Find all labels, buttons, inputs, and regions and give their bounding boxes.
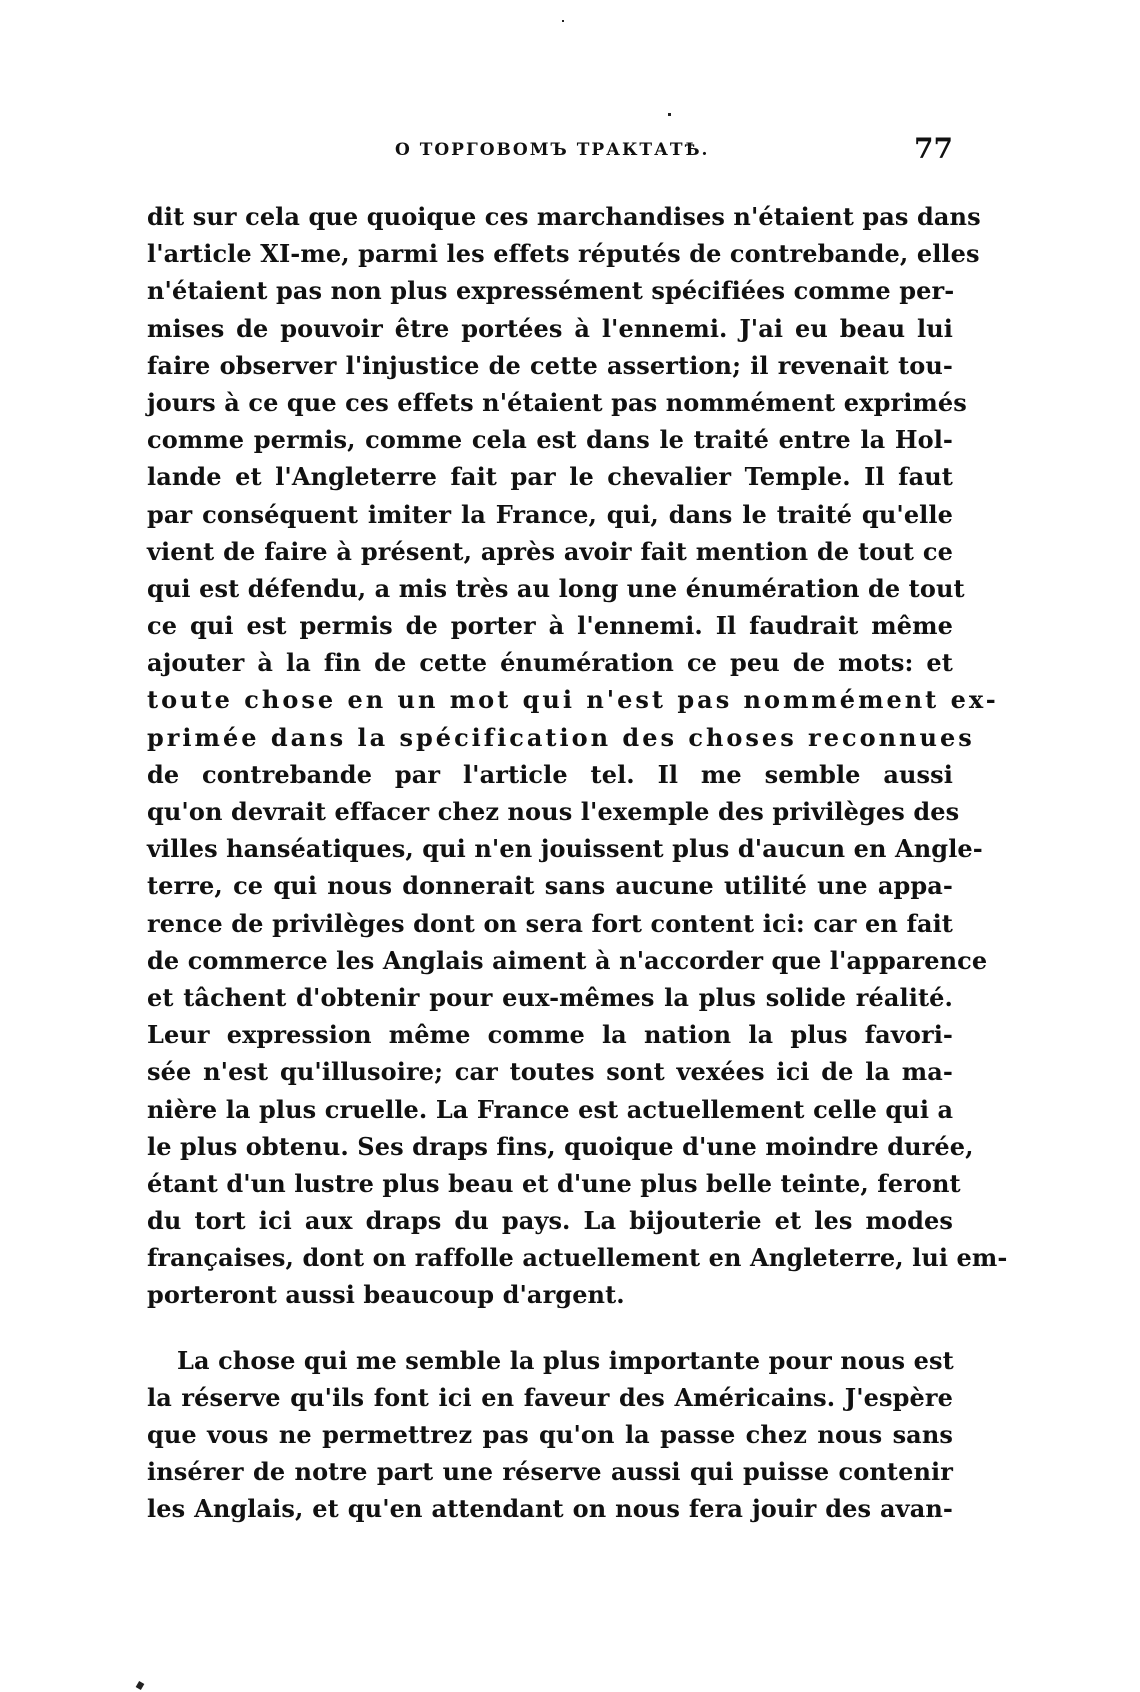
text-line: par conséquent imiter la France, qui, dans le traité qu'elle: [147, 499, 953, 529]
scan-speck: [136, 1681, 145, 1690]
text-line: mises de pouvoir être portées à l'ennemi. J'ai eu beau lui: [147, 313, 953, 343]
text-line: lande et l'Angleterre fait par le chevalier Temple. Il faut: [147, 462, 953, 492]
text-line: vient de faire à présent, après avoir fait mention de tout ce: [147, 536, 953, 566]
scan-speck: [668, 113, 671, 116]
text-line: le plus obtenu. Ses draps fins, quoique d'une moindre durée,: [147, 1131, 974, 1161]
running-title: О ТОРГОВОМЪ ТРАКТАТѢ.: [395, 140, 710, 160]
text-line: La chose qui me semble la plus importante pour nous est: [177, 1345, 954, 1375]
text-line: dit sur cela que quoique ces marchandises n'étaient pas dans: [147, 202, 981, 231]
text-line: et tâchent d'obtenir pour eux-mêmes la plus solide réalité.: [147, 982, 953, 1012]
text-line: rence de privilèges dont on sera fort content ici: car en fait: [147, 908, 953, 938]
text-line-spaced: toute chose en un mot qui n'est pas nommément ex-: [147, 685, 999, 715]
paragraph-2: [147, 1342, 953, 1528]
text-line: jours à ce que ces effets n'étaient pas nommément exprimés: [147, 387, 967, 417]
text-line: Leur expression même comme la nation la plus favori-: [147, 1020, 953, 1050]
scan-speck: [562, 20, 564, 22]
text-line: faire observer l'injustice de cette assertion; il revenait tou-: [147, 350, 953, 380]
text-line: l'article XI-me, parmi les effets réputés de contrebande, elles: [147, 239, 980, 269]
body-text: [147, 198, 1008, 1528]
text-line: ce qui est permis de porter à l'ennemi. Il faudrait même: [147, 611, 953, 641]
text-line: du tort ici aux draps du pays. La bijouterie et les modes: [147, 1206, 953, 1236]
text-line: sée n'est qu'illusoire; car toutes sont vexées ici de la ma-: [147, 1057, 953, 1087]
text-line: terre, ce qui nous donnerait sans aucune utilité une appa-: [147, 871, 953, 901]
text-line: de commerce les Anglais aiment à n'accorder que l'apparence: [147, 945, 988, 975]
text-line: villes hanséatiques, qui n'en jouissent plus d'aucun en Angle-: [147, 834, 983, 864]
running-head: [147, 132, 953, 172]
text-line-spaced: primée dans la spécification des choses reconnues: [147, 722, 975, 752]
text-line: n'étaient pas non plus expressément spécifiées comme per-: [147, 276, 955, 306]
text-line: comme permis, comme cela est dans le traité entre la Hol-: [147, 425, 953, 455]
text-line: nière la plus cruelle. La France est actuellement celle qui a: [147, 1094, 954, 1124]
text-line: de contrebande par l'article tel. Il me semble aussi: [147, 759, 953, 789]
text-line: porteront aussi beaucoup d'argent.: [147, 1280, 625, 1310]
paragraph-1: [147, 198, 1008, 1314]
text-line: que vous ne permettrez pas qu'on la passe chez nous sans: [147, 1420, 953, 1449]
text-line: la réserve qu'ils font ici en faveur des Américains. J'espère: [147, 1382, 953, 1412]
text-line: les Anglais, et qu'en attendant on nous fera jouir des avan-: [147, 1494, 953, 1524]
text-line: qui est défendu, a mis très au long une énumération de tout: [147, 573, 965, 603]
text-line: étant d'un lustre plus beau et d'une plus belle teinte, feront: [147, 1168, 961, 1198]
text-line: qu'on devrait effacer chez nous l'exemple des privilèges des: [147, 797, 960, 826]
text-line: ajouter à la fin de cette énumération ce peu de mots: et: [147, 648, 953, 678]
paragraph-gap: [147, 1314, 953, 1342]
page-number: 77: [914, 132, 953, 165]
text-line: françaises, dont on raffolle actuellement en Angleterre, lui em-: [147, 1243, 1008, 1273]
text-line: insérer de notre part une réserve aussi qui puisse contenir: [147, 1457, 953, 1487]
